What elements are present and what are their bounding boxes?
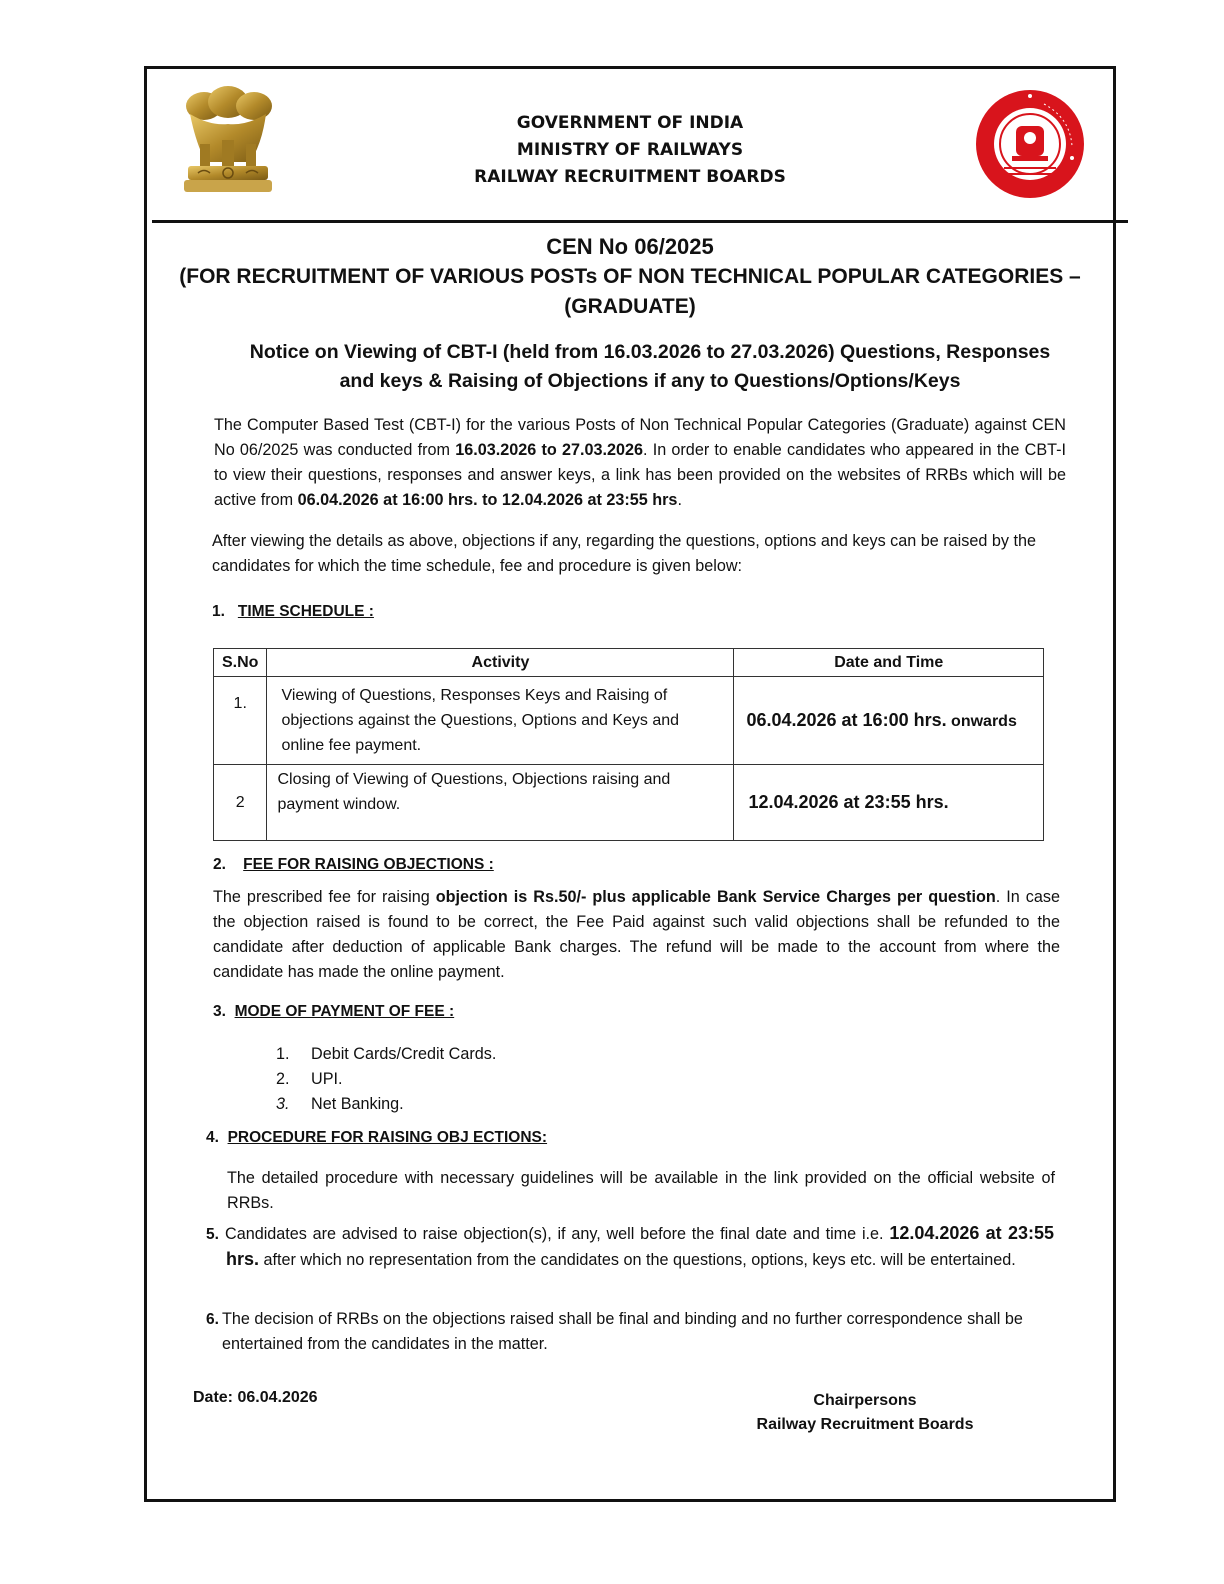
advice-text-1: Candidates are advised to raise objection(s), if any, well before the final date and time i.e. [225, 1225, 890, 1243]
header-title-block [380, 110, 880, 191]
col-header-date-time: Date and Time [734, 649, 1044, 677]
col-header-activity: Activity [267, 649, 734, 677]
table-header-row [214, 649, 1044, 677]
list-item [276, 1042, 496, 1067]
list-item [276, 1092, 496, 1117]
notice-date: Date: 06.04.2026 [193, 1389, 318, 1406]
national-emblem-icon [176, 84, 280, 196]
header-divider [152, 220, 1128, 223]
header-line-ministry: MINISTRY OF RAILWAYS [516, 140, 744, 160]
section-number: 2. [213, 856, 226, 873]
cen-subtitle-line2: (GRADUATE) [564, 295, 696, 318]
table-row [214, 677, 1044, 765]
list-item-number: 1. [276, 1045, 290, 1063]
section-5-number: 5. [206, 1226, 219, 1243]
fee-paragraph [213, 885, 1060, 985]
list-item-text: UPI. [311, 1070, 343, 1088]
intro-text-1: The Computer Based Test (CBT-I) for the various Posts of Non Technical Popular Categories (Graduate) against CEN No 06/2025 was conducted from [214, 416, 1066, 459]
intro-exam-dates: 16.03.2026 to 27.03.2026 [455, 441, 643, 459]
fee-amount: objection is Rs.50/- plus applicable Bank Service Charges per question [435, 888, 996, 906]
header-line-government: GOVERNMENT OF INDIA [516, 113, 744, 133]
intro-link-window: 06.04.2026 at 16:00 hrs. to 12.04.2026 at 23:55 hrs [297, 491, 678, 509]
row-activity: Viewing of Questions, Responses Keys and Raising of objections against the Questions, Options and Keys and online fee payment. [267, 677, 734, 765]
time-schedule-table [213, 648, 1044, 841]
signatory-organization: Railway Recruitment Boards [756, 1416, 974, 1433]
advice-deadline: 12.04.2026 at 23:55 hrs. [226, 1223, 1054, 1269]
section-payment-mode-heading [213, 1001, 454, 1023]
notice-title-line2: and keys & Raising of Objections if any to Questions/Options/Keys [339, 370, 961, 392]
intro-text-2: . In order to enable candidates who appeared in the CBT-I to view their questions, responses and answer keys, a link has been provided on the websites of RRBs which will be active from [214, 441, 1066, 509]
header-line-boards: RAILWAY RECRUITMENT BOARDS [474, 167, 786, 187]
list-item-text: Net Banking. [311, 1095, 404, 1113]
section-number: 3. [213, 1003, 226, 1020]
cen-number: CEN No 06/2025 [546, 234, 714, 259]
col-header-sno: S.No [214, 649, 267, 677]
row-sno: 2 [214, 765, 267, 841]
section-number: 4. [206, 1129, 219, 1146]
list-item-text: Debit Cards/Credit Cards. [311, 1045, 497, 1063]
procedure-paragraph: The detailed procedure with necessary guidelines will be available in the link provided on the official website of RRBs. [227, 1169, 1055, 1212]
row-date-suffix: onwards [946, 713, 1017, 730]
section-title: FEE FOR RAISING OBJECTIONS : [243, 856, 494, 873]
signatory-title: Chairpersons [813, 1392, 917, 1409]
list-item-number: 3. [276, 1095, 290, 1113]
section-title: MODE OF PAYMENT OF FEE : [234, 1003, 455, 1020]
cen-subtitle-line1: (FOR RECRUITMENT OF VARIOUS POSTs OF NON TECHNICAL POPULAR CATEGORIES – [179, 265, 1081, 288]
intro-paragraph [214, 413, 1066, 513]
table-row [214, 765, 1044, 841]
row-date-main: 12.04.2026 at 23:55 hrs. [748, 792, 949, 812]
row-date-time [734, 765, 1044, 841]
signature-block [740, 1389, 990, 1437]
section-fee-heading [213, 854, 494, 876]
list-item [276, 1067, 496, 1092]
notice-title-line1: Notice on Viewing of CBT-I (held from 16.03.2026 to 27.03.2026) Questions, Responses [249, 341, 1051, 363]
indian-railways-logo-icon [974, 88, 1086, 200]
advice-text-2: after which no representation from the candidates on the questions, options, keys etc. will be entertained. [259, 1251, 1016, 1269]
row-date-main: 06.04.2026 at 16:00 hrs. [746, 710, 947, 730]
objection-intro-paragraph: After viewing the details as above, objections if any, regarding the questions, options and keys can be raised by the candidates for which the time schedule, fee and procedure is given below: [212, 532, 1036, 575]
advice-paragraph [226, 1221, 1054, 1273]
row-sno: 1. [214, 677, 267, 765]
row-date-time [734, 677, 1044, 765]
intro-text-3: . [677, 491, 682, 509]
section-6-number: 6. [206, 1311, 219, 1328]
row-activity: Closing of Viewing of Questions, Objections raising and payment window. [267, 765, 734, 841]
notice-title [200, 338, 1100, 396]
section-title: PROCEDURE FOR RAISING OBJ ECTIONS: [227, 1129, 548, 1146]
list-item-number: 2. [276, 1070, 290, 1088]
section-time-schedule-heading [212, 601, 374, 623]
fee-text-2: . In case the objection raised is found to be correct, the Fee Paid against such valid objections shall be refunded to the candidate after deduction of applicable Bank charges. The refund will be made to the account from where the candidate has made the online payment. [213, 888, 1060, 981]
section-title: TIME SCHEDULE : [237, 603, 374, 620]
section-procedure-heading [206, 1127, 547, 1149]
fee-text-1: The prescribed fee for raising [213, 888, 436, 906]
payment-mode-list [276, 1042, 496, 1117]
cen-heading [150, 232, 1110, 322]
section-number: 1. [212, 603, 225, 620]
decision-paragraph: The decision of RRBs on the objections raised shall be final and binding and no further correspondence shall be entertained from the candidates in the matter. [222, 1310, 1023, 1353]
